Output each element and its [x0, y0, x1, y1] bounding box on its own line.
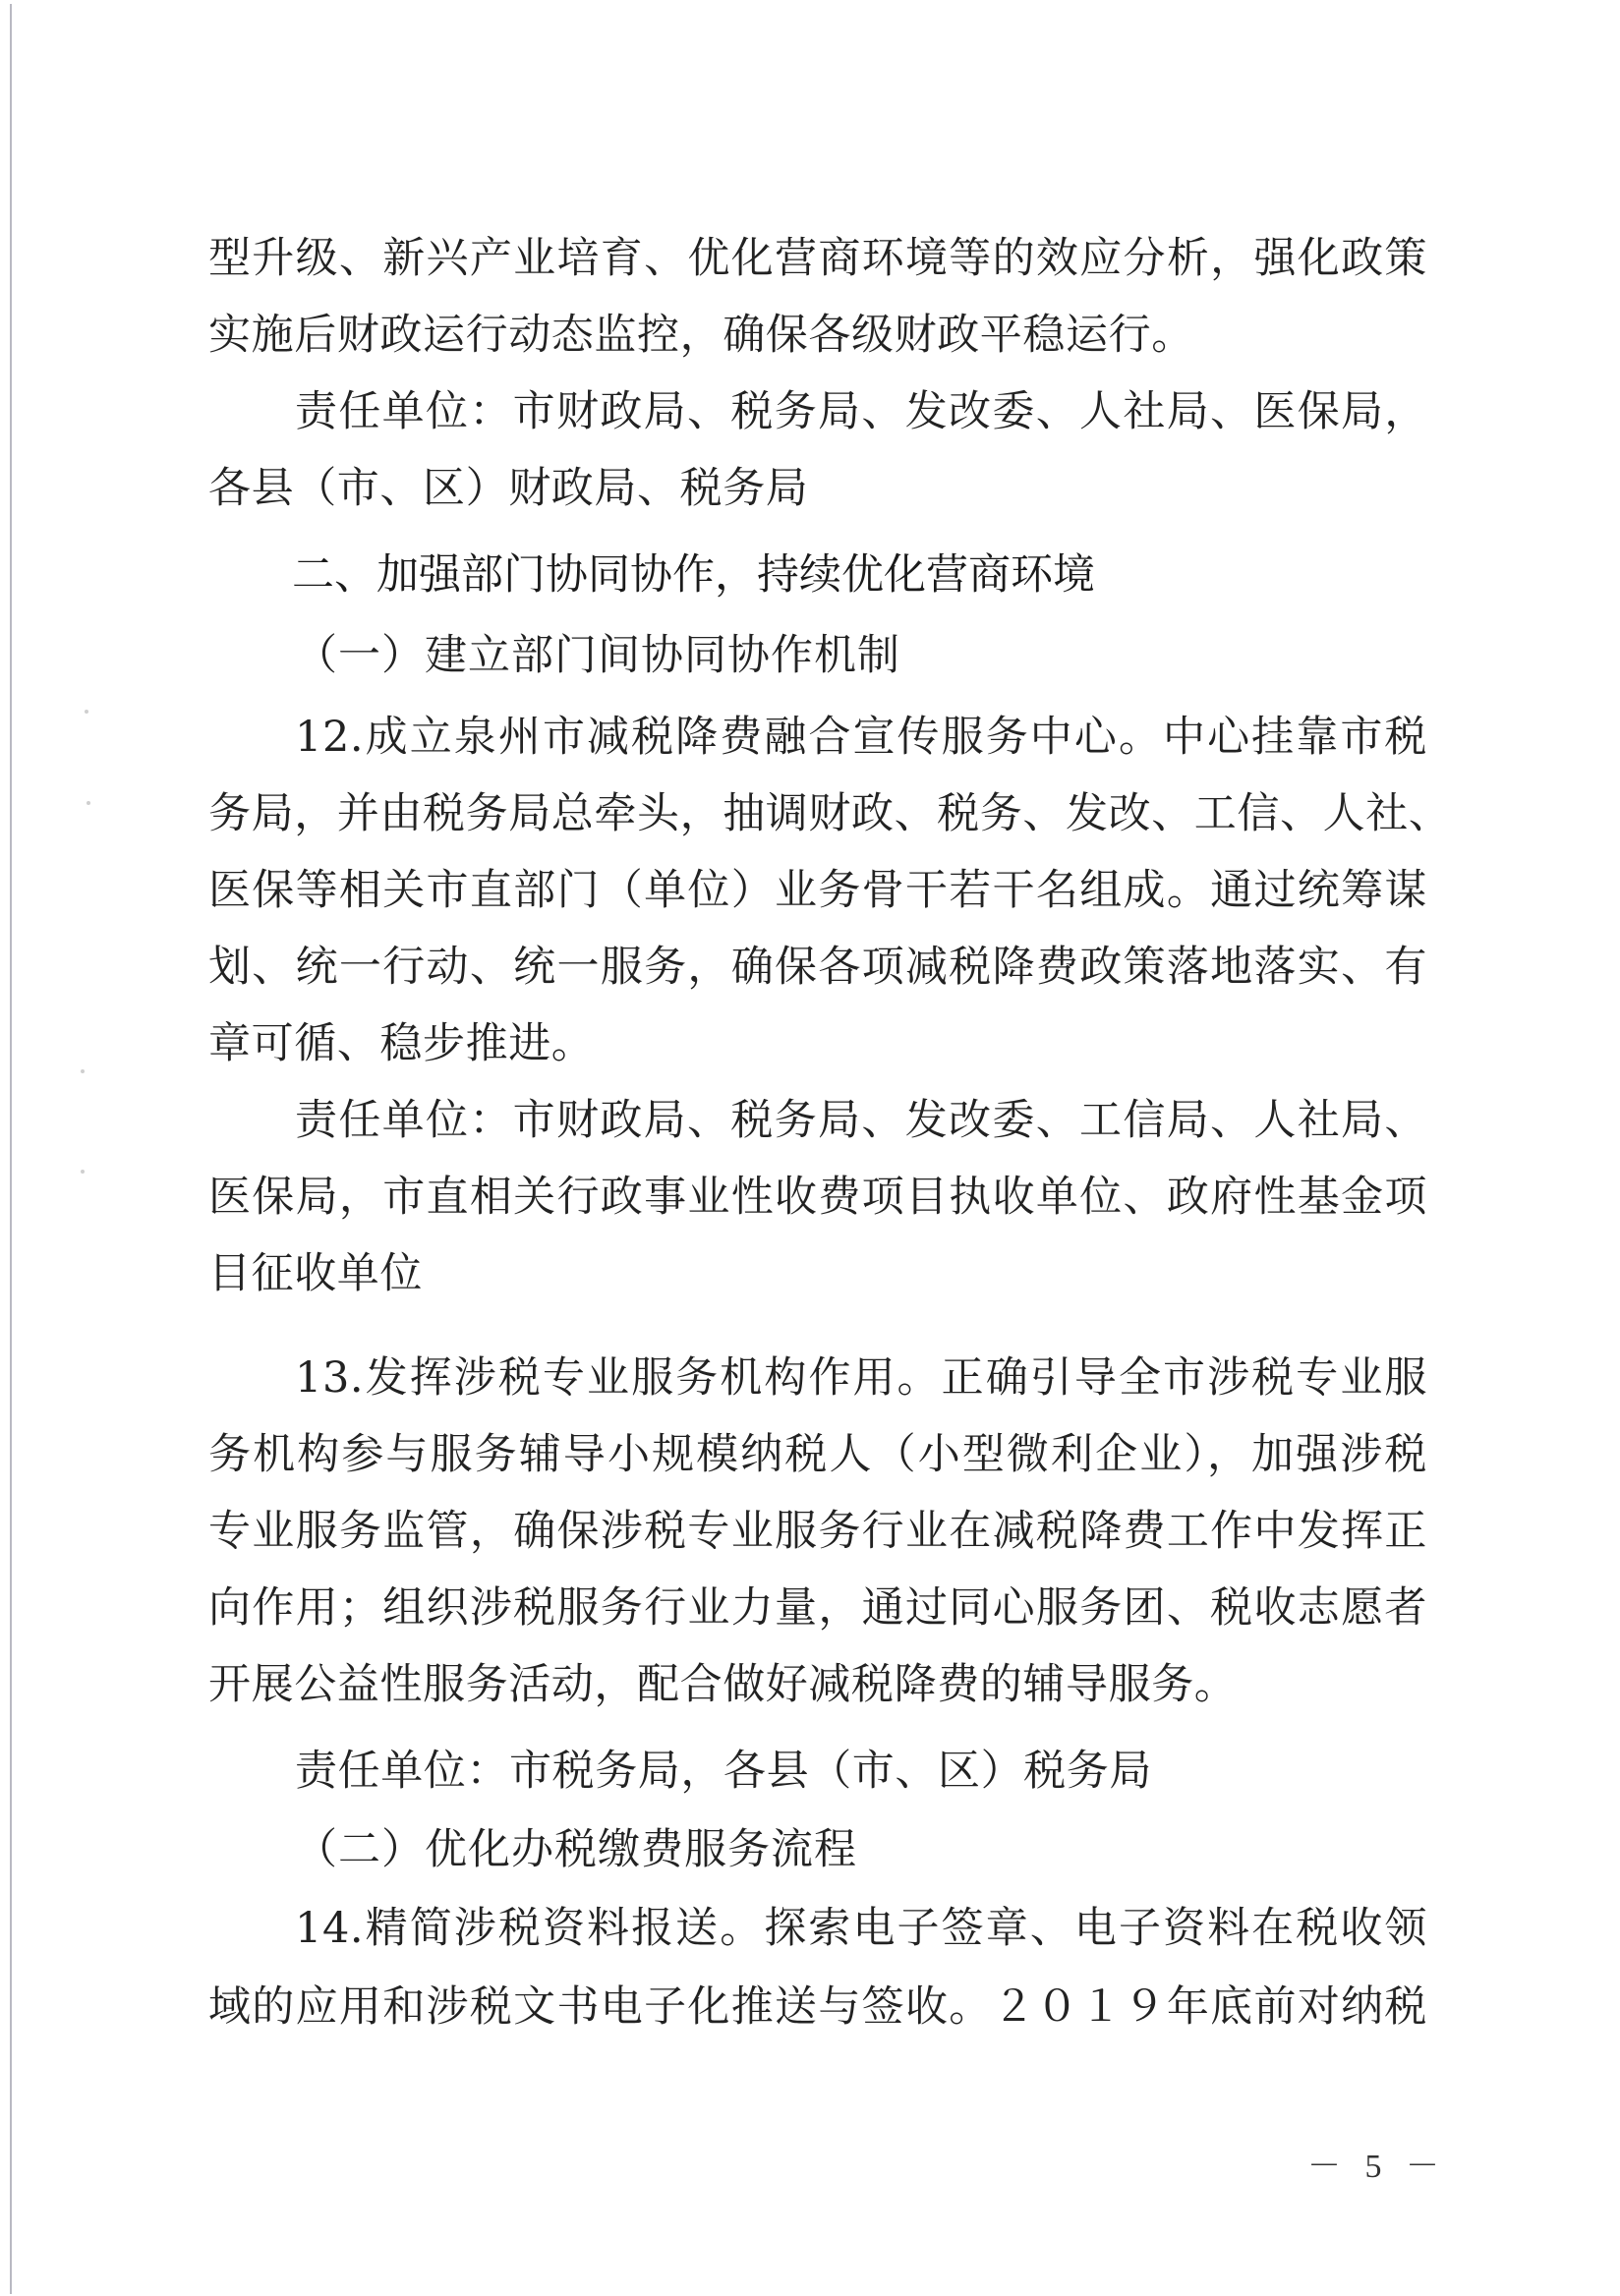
scan-speck [81, 1069, 85, 1073]
paragraph-line: 医保等相关市直部门（单位）业务骨干若干名组成。通过统筹谋 [208, 866, 1427, 915]
paragraph-line: 务局，并由税务局总牵头，抽调财政、税务、发改、工信、人社、 [208, 789, 1452, 838]
paragraph-line: 向作用；组织涉税服务行业力量，通过同心服务团、税收志愿者 [208, 1583, 1427, 1633]
item-13-line: 13.发挥涉税专业服务机构作用。正确引导全市涉税专业服 [295, 1353, 1427, 1403]
paragraph-line: 划、统一行动、统一服务，确保各项减税降费政策落地落实、有 [208, 943, 1427, 992]
paragraph-line: 章可循、稳步推进。 [208, 1019, 595, 1068]
responsible-units-line: 责任单位：市财政局、税务局、发改委、人社局、医保局， [295, 387, 1427, 436]
paragraph-line: 型升级、新兴产业培育、优化营商环境等的效应分析，强化政策 [208, 234, 1427, 283]
scan-speck [81, 1170, 85, 1174]
paragraph-line: 医保局，市直相关行政事业性收费项目执收单位、政府性基金项 [208, 1173, 1427, 1222]
subsection-heading: （一）建立部门间协同协作机制 [295, 631, 900, 680]
item-14-line: 14.精简涉税资料报送。探索电子签章、电子资料在税收领 [295, 1904, 1427, 1953]
scan-speck [87, 801, 90, 805]
section-heading: 二、加强部门协同协作，持续优化营商环境 [292, 550, 1095, 600]
responsible-units-line: 责任单位：市财政局、税务局、发改委、工信局、人社局、 [295, 1096, 1427, 1145]
paragraph-line: 开展公益性服务活动，配合做好减税降费的辅导服务。 [208, 1660, 1238, 1709]
responsible-units-line: 责任单位：市税务局，各县（市、区）税务局 [295, 1747, 1152, 1796]
paragraph-line: 各县（市、区）财政局、税务局 [208, 464, 809, 513]
page-number: － 5 － [1307, 2149, 1447, 2185]
paragraph-line: 目征收单位 [208, 1249, 423, 1298]
subsection-heading: （二）优化办税缴费服务流程 [295, 1825, 857, 1874]
paragraph-line: 务机构参与服务辅导小规模纳税人（小型微利企业），加强涉税 [208, 1430, 1427, 1479]
scan-speck [85, 710, 88, 714]
item-12-line: 12.成立泉州市减税降费融合宣传服务中心。中心挂靠市税 [295, 713, 1427, 762]
paragraph-line: 域的应用和涉税文书电子化推送与签收。２０１９年底前对纳税 [208, 1982, 1427, 2032]
paragraph-line: 实施后财政运行动态监控，确保各级财政平稳运行。 [208, 311, 1194, 360]
paragraph-line: 专业服务监管，确保涉税专业服务行业在减税降费工作中发挥正 [208, 1507, 1427, 1556]
scan-page-edge [10, 4, 12, 2294]
